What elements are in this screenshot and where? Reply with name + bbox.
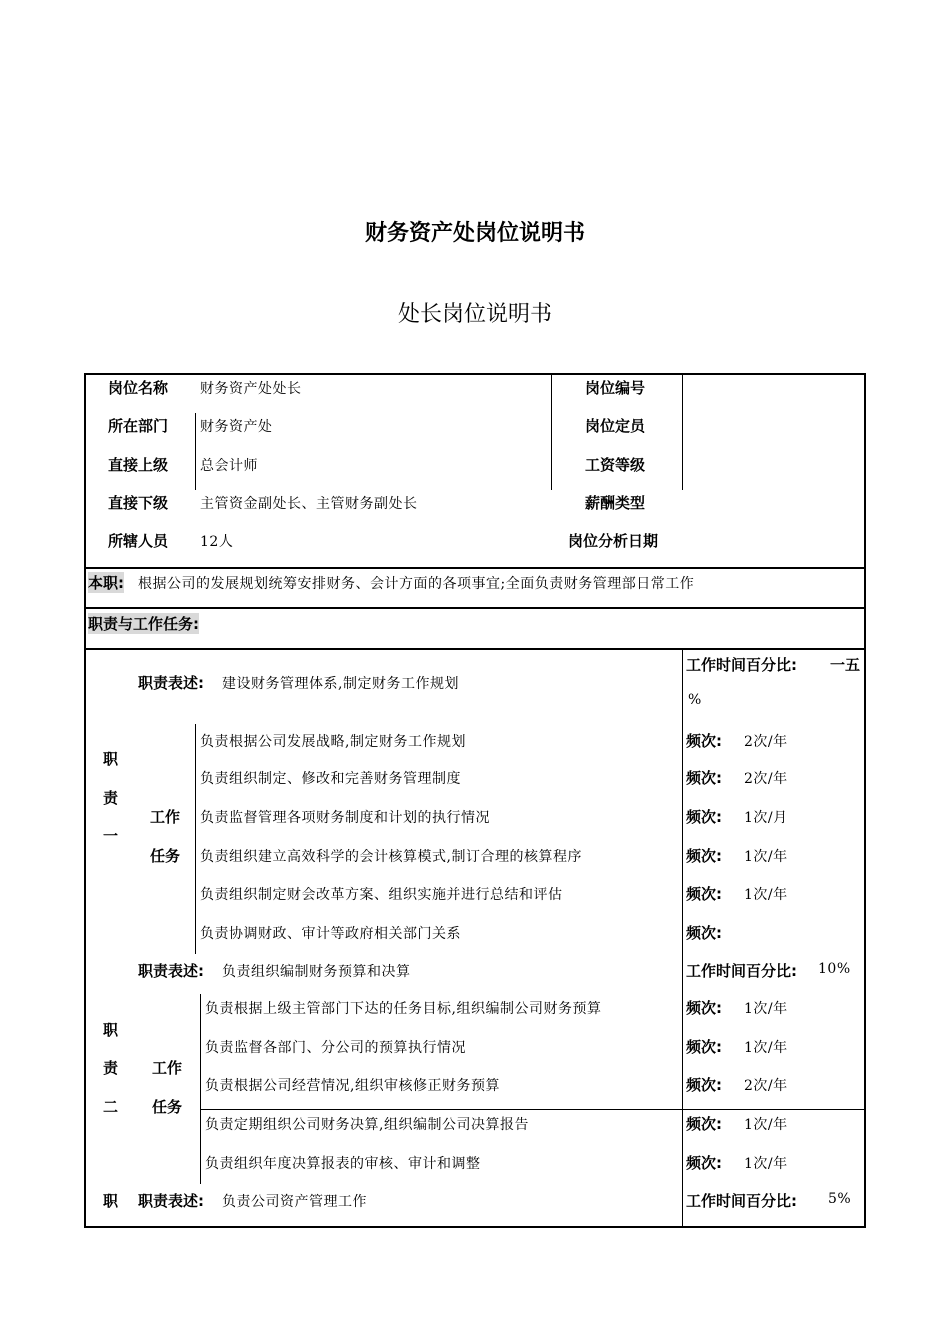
duty1-task: 负责根据公司发展战略,制定财务工作规划 xyxy=(200,734,466,750)
duty1-task: 负责组织建立高效科学的会计核算模式,制订合理的核算程序 xyxy=(200,849,582,865)
duty1-freq: 1次/年 xyxy=(744,887,788,903)
duty1-freq-label: 频次: xyxy=(686,924,722,942)
document-title: 财务资产处岗位说明书 xyxy=(364,221,585,246)
duty1-freq: 1次/年 xyxy=(744,849,788,865)
staff-label: 所辖人员 xyxy=(108,532,169,550)
department-value: 财务资产处 xyxy=(200,419,273,435)
table-border-top xyxy=(84,373,866,375)
subordinate-value: 主管资金副处长、主管财务副处长 xyxy=(200,496,418,512)
duty2-vertical-3: 二 xyxy=(103,1098,119,1116)
superior-label: 直接上级 xyxy=(108,456,169,474)
duty1-task: 负责组织制定财会改革方案、组织实施并进行总结和评估 xyxy=(200,887,563,903)
duty2-vertical-2: 责 xyxy=(103,1059,119,1077)
duty1-percent-sign: % xyxy=(688,692,702,708)
tasks-header: 职责与工作任务: xyxy=(88,615,199,633)
duty2-percent: 10% xyxy=(818,961,851,977)
position-name-label: 岗位名称 xyxy=(108,379,169,397)
duty2-freq-label: 频次: xyxy=(686,1154,722,1172)
duty2-desc: 负责组织编制财务预算和决算 xyxy=(222,964,411,980)
duty1-task-label: 任务 xyxy=(150,847,181,865)
duty2-work-label: 工作 xyxy=(152,1059,183,1077)
duty1-freq: 1次/月 xyxy=(744,810,788,826)
duty1-desc-label: 职责表述: xyxy=(138,674,204,692)
department-label: 所在部门 xyxy=(108,417,169,435)
duty1-freq: 2次/年 xyxy=(744,734,788,750)
duty3-vertical-1: 职 xyxy=(103,1192,119,1210)
duty2-task-label: 任务 xyxy=(152,1098,183,1116)
duty1-desc: 建设财务管理体系,制定财务工作规划 xyxy=(222,676,459,692)
analysis-date-label: 岗位分析日期 xyxy=(568,532,659,550)
duty1-task: 负责组织制定、修改和完善财务管理制度 xyxy=(200,771,461,787)
duty3-percent: 5% xyxy=(828,1191,852,1207)
duty1-freq-label: 频次: xyxy=(686,808,722,826)
duty1-task: 负责监督管理各项财务制度和计划的执行情况 xyxy=(200,810,490,826)
duty2-freq: 2次/年 xyxy=(744,1078,788,1094)
duty1-freq-label: 频次: xyxy=(686,732,722,750)
duty1-vertical-2: 责 xyxy=(103,789,119,807)
duty2-task: 负责定期组织公司财务决算,组织编制公司决算报告 xyxy=(205,1117,529,1133)
duty2-time-label: 工作时间百分比: xyxy=(686,962,797,980)
duty2-task: 负责监督各部门、分公司的预算执行情况 xyxy=(205,1040,466,1056)
duty1-percent: 一五 xyxy=(830,656,861,674)
row-divider xyxy=(84,567,866,569)
col-divider xyxy=(195,413,196,490)
duty2-freq: 1次/年 xyxy=(744,1117,788,1133)
position-code-label: 岗位编号 xyxy=(585,379,646,397)
col-divider xyxy=(195,724,196,954)
duty2-freq: 1次/年 xyxy=(744,1001,788,1017)
col-divider xyxy=(682,375,683,490)
salary-grade-label: 工资等级 xyxy=(585,456,646,474)
duty3-desc-label: 职责表述: xyxy=(138,1192,204,1210)
position-quota-label: 岗位定员 xyxy=(585,417,646,435)
row-divider xyxy=(200,1109,682,1110)
duty1-freq-label: 频次: xyxy=(686,885,722,903)
pay-type-label: 薪酬类型 xyxy=(585,494,646,512)
duty2-task: 负责根据上级主管部门下达的任务目标,组织编制公司财务预算 xyxy=(205,1001,602,1017)
row-divider xyxy=(84,648,866,650)
duty1-freq-label: 频次: xyxy=(686,769,722,787)
duty2-desc-label: 职责表述: xyxy=(138,962,204,980)
col-divider xyxy=(551,375,552,490)
duty2-freq-label: 频次: xyxy=(686,1115,722,1133)
duty1-task: 负责协调财政、审计等政府相关部门关系 xyxy=(200,926,461,942)
duty3-time-label: 工作时间百分比: xyxy=(686,1192,797,1210)
col-divider xyxy=(200,994,201,1184)
position-name-value: 财务资产处处长 xyxy=(200,381,302,397)
table-border-bottom xyxy=(84,1226,866,1228)
row-divider xyxy=(682,1109,864,1110)
duty3-desc: 负责公司资产管理工作 xyxy=(222,1194,367,1210)
duty2-task: 负责根据公司经营情况,组织审核修正财务预算 xyxy=(205,1078,500,1094)
duty2-freq: 1次/年 xyxy=(744,1040,788,1056)
main-duty-label: 本职: xyxy=(88,574,124,592)
document-subtitle: 处长岗位说明书 xyxy=(397,302,552,327)
table-border-right xyxy=(864,373,866,1228)
duty2-freq-label: 频次: xyxy=(686,1038,722,1056)
duty1-vertical-1: 职 xyxy=(103,750,119,768)
duty2-freq: 1次/年 xyxy=(744,1156,788,1172)
duty2-task: 负责组织年度决算报表的审核、审计和调整 xyxy=(205,1156,481,1172)
duty2-freq-label: 频次: xyxy=(686,1076,722,1094)
subordinate-label: 直接下级 xyxy=(108,494,169,512)
staff-value: 12人 xyxy=(200,534,234,550)
duty1-work-label: 工作 xyxy=(150,808,181,826)
main-duty-text: 根据公司的发展规划统筹安排财务、会计方面的各项事宜;全面负责财务管理部日常工作 xyxy=(138,576,695,592)
duty2-freq-label: 频次: xyxy=(686,999,722,1017)
table-border-left xyxy=(84,373,86,1228)
duty1-time-label: 工作时间百分比: xyxy=(686,656,797,674)
duty1-freq-label: 频次: xyxy=(686,847,722,865)
duty2-vertical-1: 职 xyxy=(103,1021,119,1039)
duty1-freq: 2次/年 xyxy=(744,771,788,787)
superior-value: 总会计师 xyxy=(200,458,258,474)
row-divider xyxy=(84,607,866,609)
duty1-vertical-3: 一 xyxy=(103,827,119,845)
col-divider xyxy=(682,650,683,1226)
